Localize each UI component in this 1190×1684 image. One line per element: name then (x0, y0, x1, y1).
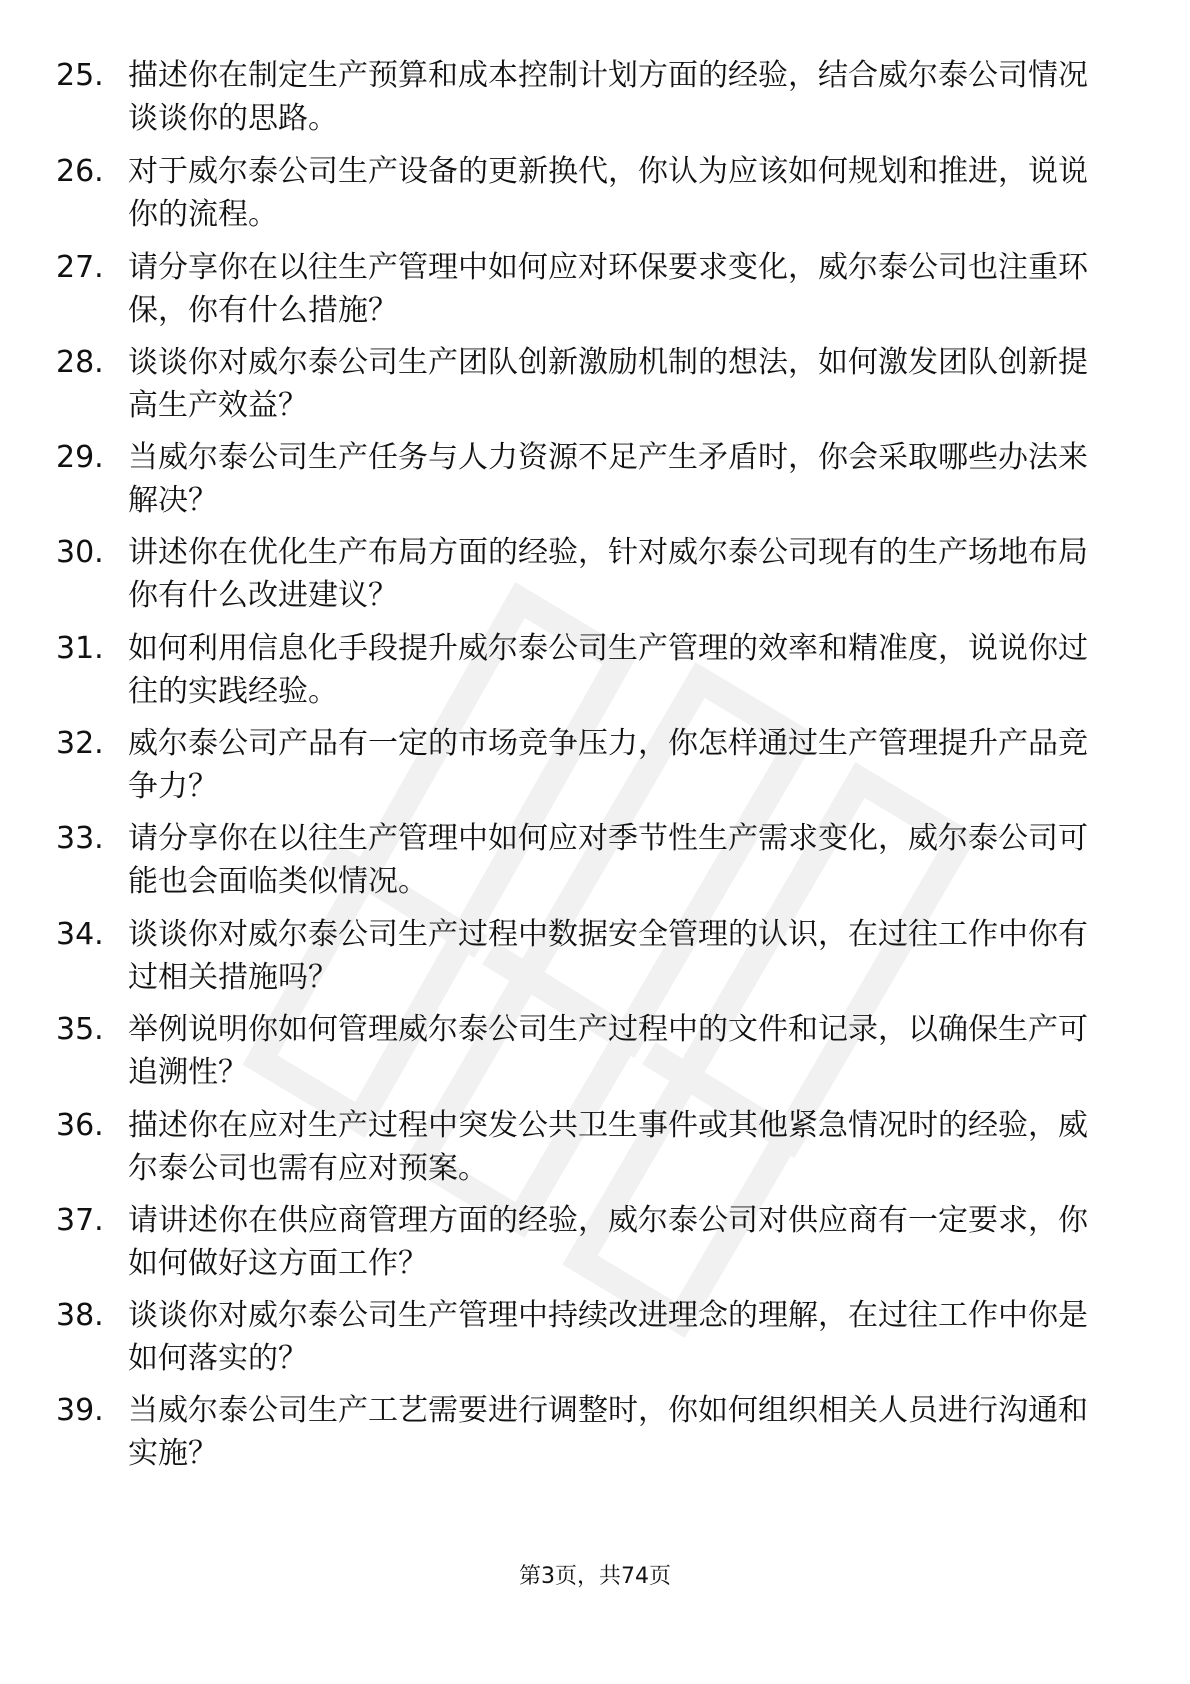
question-text: 谈谈你对威尔泰公司生产管理中持续改进理念的理解，在过往工作中你是如何落实的？ (128, 1298, 1088, 1376)
question-item (0, 913, 1190, 1003)
question-item (0, 246, 1190, 336)
question-text: 描述你在制定生产预算和成本控制计划方面的经验，结合威尔泰公司情况谈谈你的思路。 (128, 58, 1088, 136)
question-item (0, 1389, 1190, 1479)
question-number: 37. (56, 1203, 104, 1238)
question-text: 讲述你在优化生产布局方面的经验，针对威尔泰公司现有的生产场地布局你有什么改进建议？ (128, 535, 1088, 613)
question-number: 27. (56, 250, 104, 285)
question-text: 请分享你在以往生产管理中如何应对季节性生产需求变化，威尔泰公司可能也会面临类似情况。 (128, 821, 1088, 899)
question-text: 举例说明你如何管理威尔泰公司生产过程中的文件和记录，以确保生产可追溯性？ (128, 1012, 1088, 1090)
question-item (0, 817, 1190, 907)
question-item (0, 722, 1190, 812)
question-text: 当威尔泰公司生产工艺需要进行调整时，你如何组织相关人员进行沟通和实施？ (128, 1393, 1088, 1471)
question-text: 请讲述你在供应商管理方面的经验，威尔泰公司对供应商有一定要求，你如何做好这方面工作？ (128, 1203, 1088, 1281)
question-number: 28. (56, 345, 104, 380)
question-number: 31. (56, 631, 104, 666)
question-number: 33. (56, 821, 104, 856)
question-item (0, 1104, 1190, 1194)
question-item (0, 341, 1190, 431)
question-item (0, 150, 1190, 240)
question-text: 谈谈你对威尔泰公司生产过程中数据安全管理的认识，在过往工作中你有过相关措施吗？ (128, 917, 1088, 995)
page-number-footer: 第3页，共74页 (519, 1564, 671, 1589)
question-number: 36. (56, 1108, 104, 1143)
question-item (0, 531, 1190, 621)
question-item (0, 54, 1190, 144)
question-number: 35. (56, 1012, 104, 1047)
question-item (0, 436, 1190, 526)
question-item (0, 1008, 1190, 1098)
question-number: 34. (56, 917, 104, 952)
question-text: 对于威尔泰公司生产设备的更新换代，你认为应该如何规划和推进，说说你的流程。 (128, 154, 1088, 232)
question-number: 30. (56, 535, 104, 570)
question-text: 威尔泰公司产品有一定的市场竞争压力，你怎样通过生产管理提升产品竞争力？ (128, 726, 1088, 804)
question-text: 描述你在应对生产过程中突发公共卫生事件或其他紧急情况时的经验，威尔泰公司也需有应对预案。 (128, 1108, 1088, 1186)
question-item (0, 627, 1190, 717)
question-text: 如何利用信息化手段提升威尔泰公司生产管理的效率和精准度，说说你过往的实践经验。 (128, 631, 1088, 709)
question-item (0, 1294, 1190, 1384)
question-number: 32. (56, 726, 104, 761)
question-number: 29. (56, 440, 104, 475)
question-number: 39. (56, 1393, 104, 1428)
question-number: 38. (56, 1298, 104, 1333)
question-number: 25. (56, 58, 104, 93)
question-text: 谈谈你对威尔泰公司生产团队创新激励机制的想法，如何激发团队创新提高生产效益？ (128, 345, 1088, 423)
question-text: 当威尔泰公司生产任务与人力资源不足产生矛盾时，你会采取哪些办法来解决？ (128, 440, 1088, 518)
question-item (0, 1199, 1190, 1289)
question-number: 26. (56, 154, 104, 189)
question-text: 请分享你在以往生产管理中如何应对环保要求变化，威尔泰公司也注重环保，你有什么措施？ (128, 250, 1088, 328)
